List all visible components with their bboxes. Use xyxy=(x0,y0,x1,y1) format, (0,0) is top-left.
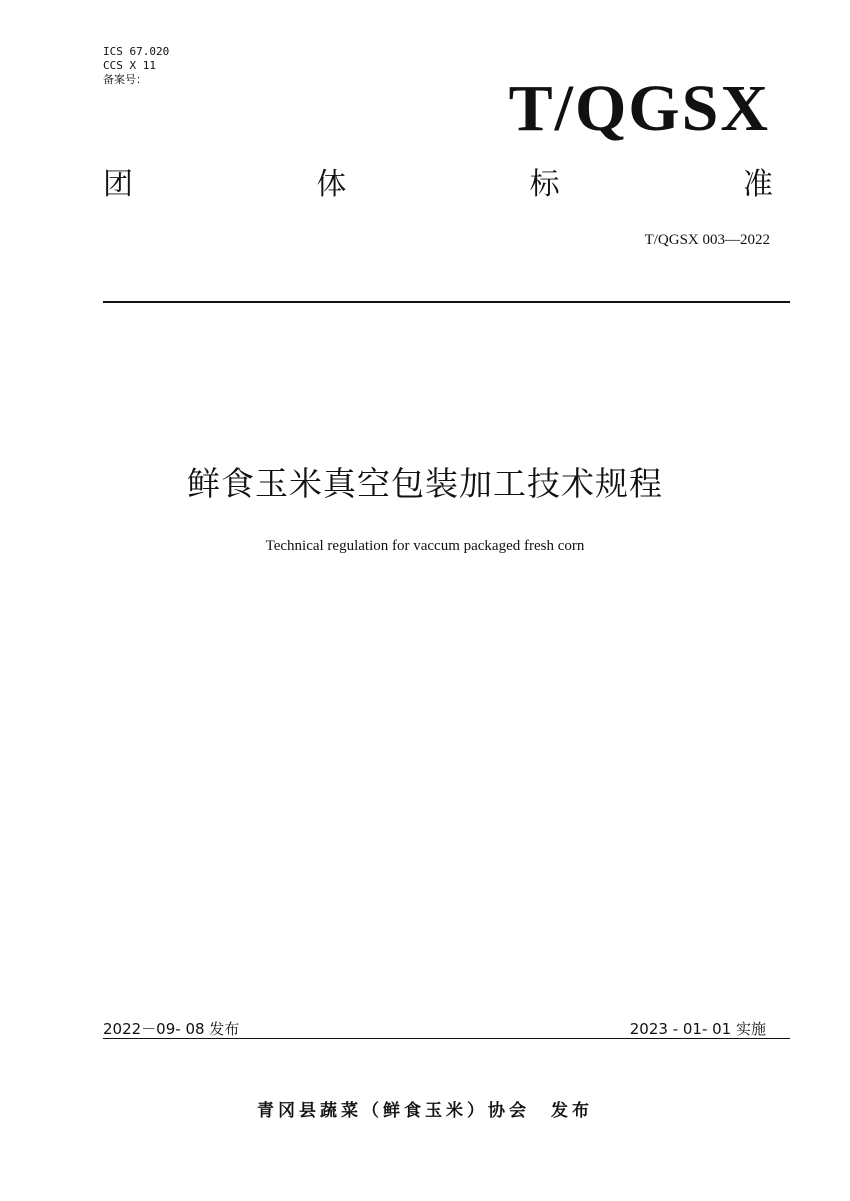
title-english: Technical regulation for vaccum packaged fresh corn xyxy=(265,538,585,554)
title-chinese: 鲜食玉米真空包装加工技术规程 xyxy=(187,464,663,503)
standard-type-char: 准 xyxy=(742,167,773,202)
publisher: 青冈县蔬菜（鲜食玉米）协会 发布 xyxy=(257,1101,593,1121)
ics-code: ICS 67.020 xyxy=(103,45,170,58)
record-number-label: 备案号： xyxy=(103,73,147,86)
standard-type xyxy=(103,165,773,205)
issue-date: 2022－09- 08 发布 xyxy=(103,1020,240,1038)
standard-code-logo: T/QGSX xyxy=(508,72,770,145)
bottom-divider xyxy=(103,1038,790,1039)
standard-type-char: 体 xyxy=(316,167,347,202)
top-divider xyxy=(103,301,790,303)
ccs-code: CCS X 11 xyxy=(103,59,156,72)
standard-type-char: 团 xyxy=(103,167,133,202)
standard-number: T/QGSX 003—2022 xyxy=(644,232,770,248)
standard-type-char: 标 xyxy=(529,167,560,202)
implementation-date: 2023 - 01- 01 实施 xyxy=(629,1020,766,1038)
